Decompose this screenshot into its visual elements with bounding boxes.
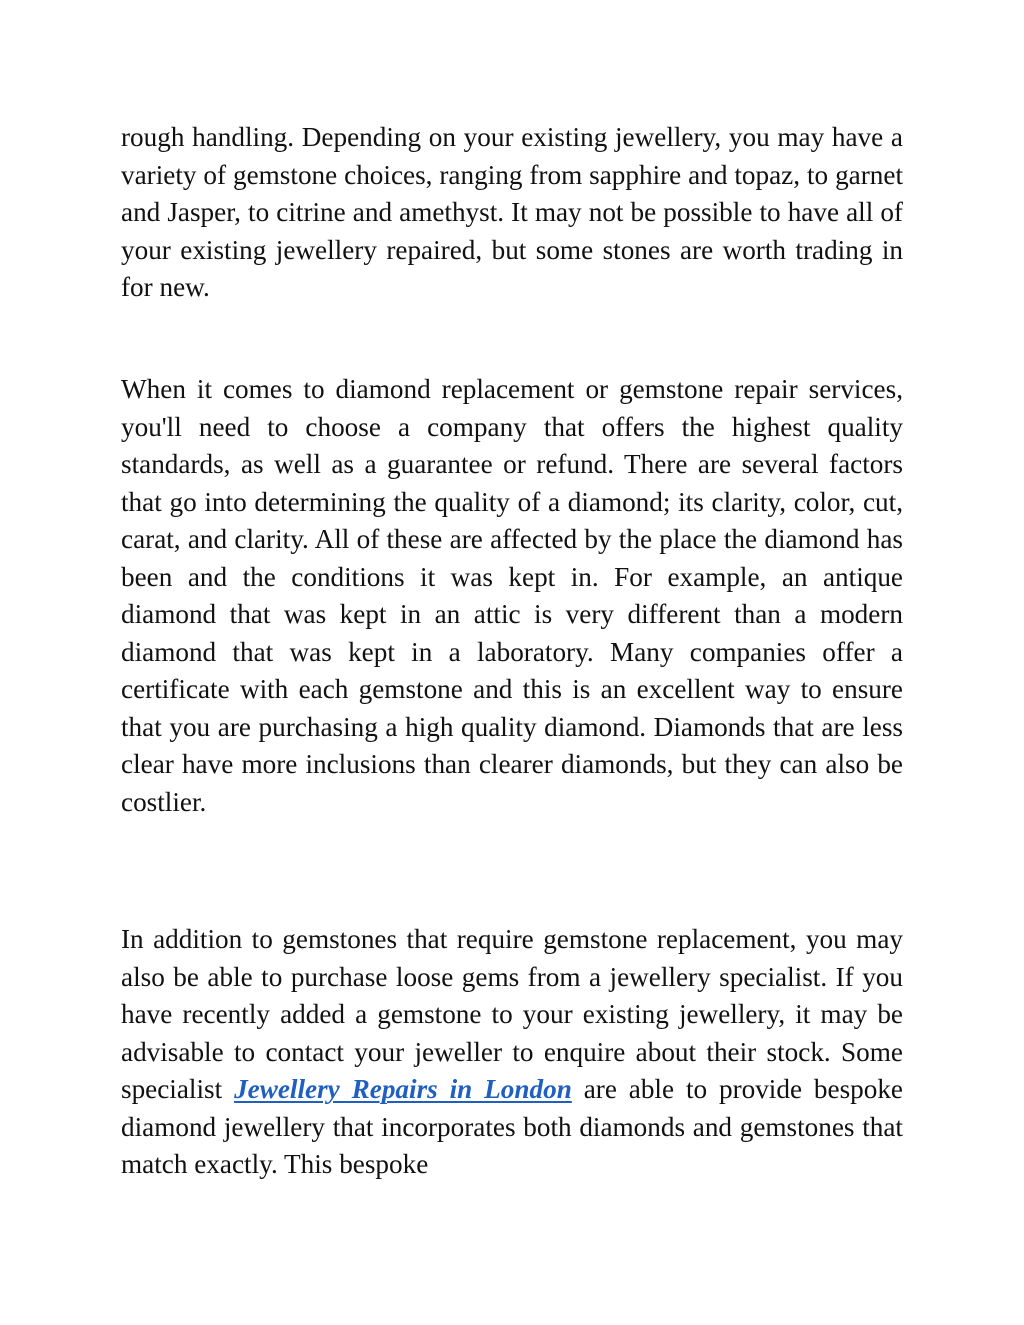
paragraph-gemstone-choices: rough handling. Depending on your existing jewellery, you may have a variety of gemstone choices, ranging from sapphire and topaz, to garnet and Jasper, to citrine and amethyst. It may not be possible to have all of your existing jewellery repaired, but some stones are worth trading in for new. [121,122,903,302]
paragraph-diamond-replacement: When it comes to diamond replacement or gemstone repair services, you'll need to choose a company that offers the highest quality standards, as well as a guarantee or refund. There are several factors that go into determining the quality of a diamond; its clarity, color, cut, carat, and clarity. All of these are affected by the place the diamond has been and the conditions it was kept in. For example, an antique diamond that was kept in an attic is very different than a modern diamond that was kept in a laboratory. Many companies offer a certificate with each gemstone and this is an excellent way to ensure that you are purchasing a high quality diamond. Diamonds that are less clear have more inclusions than clearer diamonds, but they can also be costlier. [121,374,903,817]
paragraph-text-before-link: In addition to gemstones that require gemstone replacement, you may also be able to purchase loose gems from a jewellery specialist. If you have recently added a gemstone to your existing jewellery, it may be advisable to contact your jeweller to enquire about their stock. Some specialist [121,924,903,1104]
paragraph-text-after-link: are able to provide bespoke diamond jewellery that incorporates both diamonds and gemstones that match exactly. This bespoke [121,1074,903,1179]
jewellery-repairs-link[interactable]: Jewellery Repairs in London [234,1074,572,1104]
paragraph-loose-gems [121,921,903,1184]
